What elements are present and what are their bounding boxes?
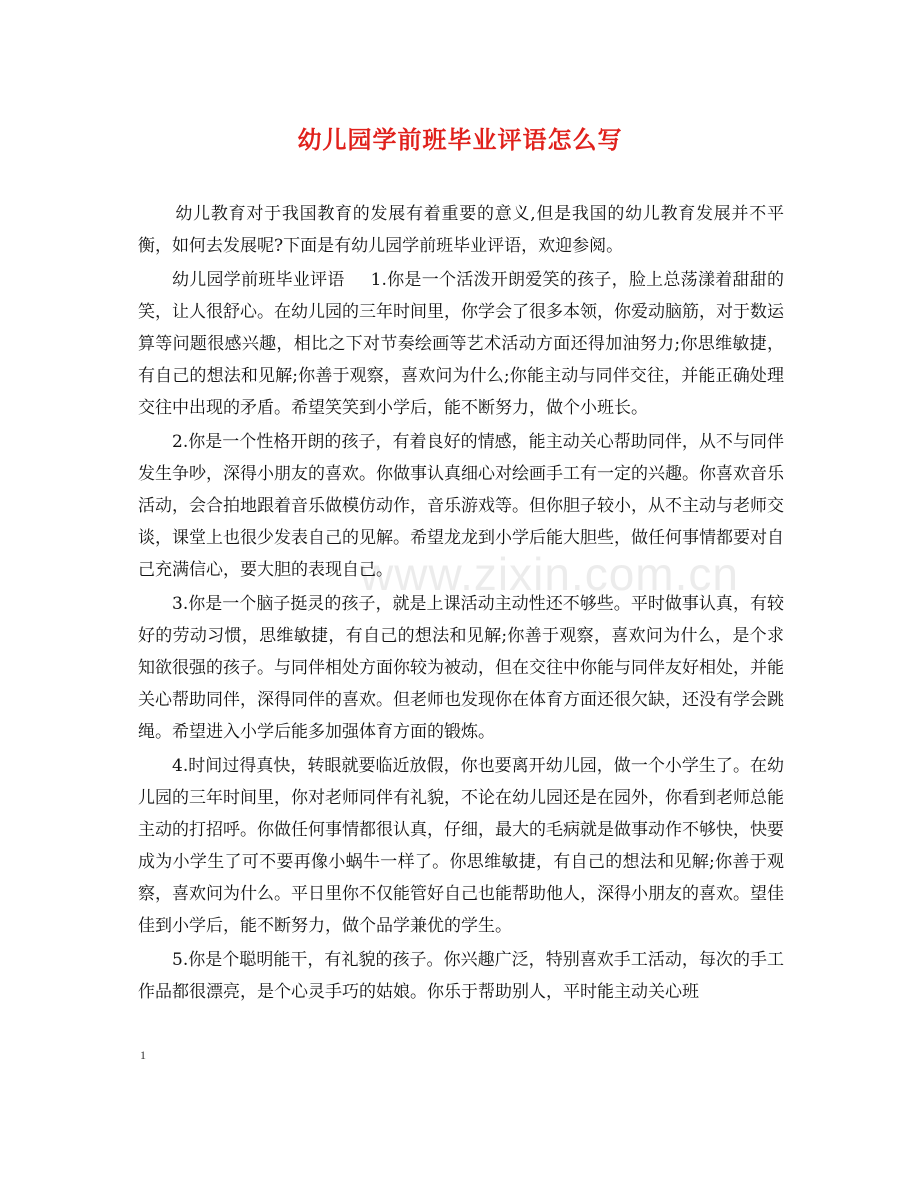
- watermark: www.zixin.com.cn: [360, 548, 739, 600]
- page-number: 1: [140, 1048, 146, 1062]
- comment-paragraph-1: [138, 264, 784, 424]
- comment-paragraph-4: 4.时间过得真快，转眼就要临近放假，你也要离开幼儿园，做一个小学生了。在幼儿园的三年时间里，你对老师同伴有礼貌，不论在幼儿园还是在园外，你看到老师总能主动的打招呼。你做任何事情都很认真，仔细，最大的毛病就是做事动作不够快，快要成为小学生了可不要再像小蜗牛一样了。你思维敏捷，有自己的想法和见解;你善于观察，喜欢问为什么。平日里你不仅能管好自己也能帮助他人，深得小朋友的喜欢。望佳佳到小学后，能不断努力，做个品学兼优的学生。: [138, 756, 784, 936]
- comment-text-1: 1.你是一个活泼开朗爱笑的孩子，脸上总荡漾着甜甜的笑，让人很舒心。在幼儿园的三年时间里，你学会了很多本领，你爱动脑筋，对于数运算等问题很感兴趣，相比之下对节奏绘画等艺术活动方面还得加油努力;你思维敏捷，有自己的想法和见解;你善于观察，喜欢问为什么;你能主动与同伴交往，并能正确处理交往中出现的矛盾。希望笑笑到小学后，能不断努力，做个小班长。: [138, 270, 785, 418]
- comment-paragraph-3: 3.你是一个脑子挺灵的孩子，就是上课活动主动性还不够些。平时做事认真，有较好的劳动习惯，思维敏捷，有自己的想法和见解;你善于观察，喜欢问为什么，是个求知欲很强的孩子。与同伴相处方面你较为被动，但在交往中你能与同伴友好相处，并能关心帮助同伴，深得同伴的喜欢。但老师也发现你在体育方面还很欠缺，还没有学会跳绳。希望进入小学后能多加强体育方面的锻炼。: [138, 594, 784, 742]
- document-title: 幼儿园学前班毕业评语怎么写: [297, 125, 623, 154]
- document-body: [138, 198, 784, 1008]
- section-heading: 幼儿园学前班毕业评语: [172, 270, 345, 290]
- comment-paragraph-5: 5.你是个聪明能干，有礼貌的孩子。你兴趣广泛，特别喜欢手工活动，每次的手工作品都很漂亮，是个心灵手巧的姑娘。你乐于帮助别人，平时能主动关心班: [138, 950, 784, 1002]
- intro-paragraph: 幼儿教育对于我国教育的发展有着重要的意义,但是我国的幼儿教育发展并不平衡，如何去发展呢?下面是有幼儿园学前班毕业评语，欢迎参阅。: [138, 204, 784, 256]
- comment-paragraph-2: 2.你是一个性格开朗的孩子，有着良好的情感，能主动关心帮助同伴，从不与同伴发生争吵，深得小朋友的喜欢。你做事认真细心对绘画手工有一定的兴趣。你喜欢音乐活动，会合拍地跟着音乐做模仿动作，音乐游戏等。但你胆子较小，从不主动与老师交谈，课堂上也很少发表自己的见解。希望龙龙到小学后能大胆些，做任何事情都要对自己充满信心，要大胆的表现自己。: [138, 432, 784, 580]
